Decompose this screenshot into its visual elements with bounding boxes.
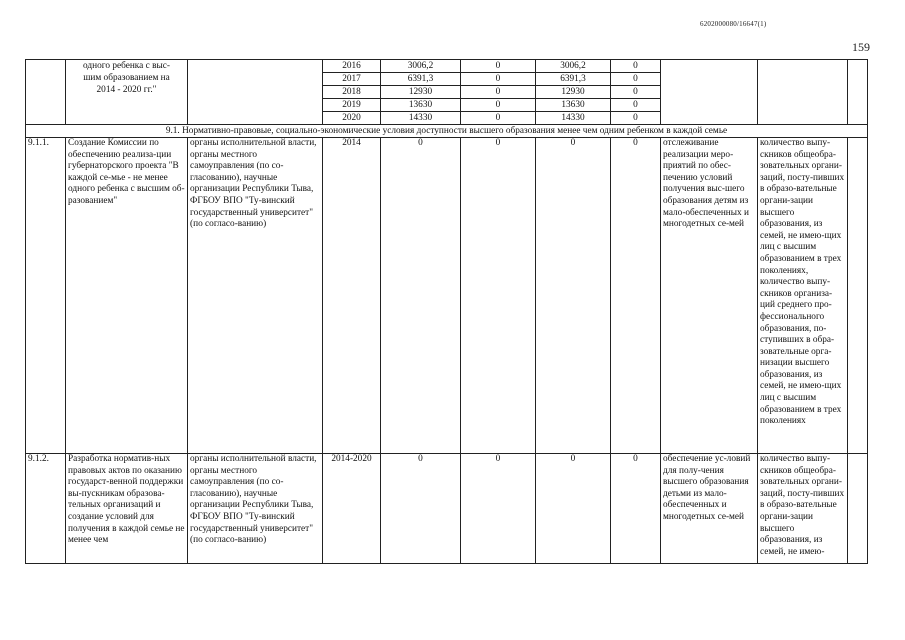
year-cell: 2016 — [323, 60, 381, 73]
federal-cell: 0 — [461, 112, 536, 125]
total-cell: 13630 — [381, 99, 461, 112]
extra-cell — [848, 60, 868, 125]
num-cell: 9.1.2. — [26, 454, 66, 564]
table-row — [26, 138, 868, 454]
total-cell: 6391,3 — [381, 73, 461, 86]
indicator-cell: количество выпу-скников общеобра-зовательных органи-заций, посту-пивших в образо-вательные органи-зации высшего образования, из семей, не имею-щих лиц с высшим образованием в трех поколениях, количество выпу-скников организа-ций среднего про-фессионального образования, по-ступивших в обра-зовательные орга-низации высшего образования, из семей, не имею-щих лиц с высшим образованием в трех поколениях — [758, 138, 848, 454]
extra-cell — [848, 138, 868, 454]
other-cell: 0 — [611, 60, 661, 73]
indicator-cell — [758, 60, 848, 125]
other-cell: 0 — [611, 73, 661, 86]
federal-cell: 0 — [461, 454, 536, 564]
total-cell: 14330 — [381, 112, 461, 125]
republic-cell: 0 — [536, 138, 611, 454]
year-cell: 2017 — [323, 73, 381, 86]
table-row — [26, 454, 868, 564]
year-cell: 2020 — [323, 112, 381, 125]
year-cell: 2019 — [323, 99, 381, 112]
page-number: 159 — [852, 40, 870, 54]
republic-cell: 0 — [536, 454, 611, 564]
federal-cell: 0 — [461, 60, 536, 73]
result-cell: обеспечение ус-ловий для полу-чения высшего образования детьми из мало-обеспеченных и многодетных се-мей — [661, 454, 758, 564]
result-cell: отслеживание реализации меро-приятий по обес-печению условий получения выс-шего образования детям из мало-обеспеченных и многодетных се-мей — [661, 138, 758, 454]
total-cell: 12930 — [381, 86, 461, 99]
indicator-cell: количество выпу-скников общеобра-зовательных органи-заций, посту-пивших в образо-вательные органи-зации высшего образования, из семей, не имею- — [758, 454, 848, 564]
other-cell: 0 — [611, 99, 661, 112]
executors-cell: органы исполнительной власти, органы местного самоуправления (по со-гласованию), научные организации Республики Тыва, ФГБОУ ВПО "Ту-винский государственный университет" (по согласо-ванию) — [188, 454, 323, 564]
other-cell: 0 — [611, 112, 661, 125]
other-cell: 0 — [611, 86, 661, 99]
federal-cell: 0 — [461, 86, 536, 99]
total-cell: 0 — [381, 138, 461, 454]
document-id: 6202000080/16647(1) — [700, 20, 767, 28]
federal-cell: 0 — [461, 138, 536, 454]
num-cell: 9.1.1. — [26, 138, 66, 454]
year-cell: 2018 — [323, 86, 381, 99]
republic-cell: 14330 — [536, 112, 611, 125]
section-row — [26, 125, 868, 138]
section-title: 9.1. Нормативно-правовые, социально-экономические условия доступности высшего образования менее чем одним ребенком в каждой семье — [26, 125, 868, 138]
executors-cell — [188, 60, 323, 125]
num-cell — [26, 60, 66, 125]
result-cell — [661, 60, 758, 125]
total-cell: 3006,2 — [381, 60, 461, 73]
federal-cell: 0 — [461, 73, 536, 86]
plan-table — [25, 59, 868, 564]
event-name-cell: Разработка норматив-ных правовых актов по оказанию государст-венной поддержки вы-пускникам образова-тельных организаций и создание условий для получения в каждой семье не менее чем — [66, 454, 188, 564]
period-cell: 2014 — [323, 138, 381, 454]
republic-cell: 13630 — [536, 99, 611, 112]
period-cell: 2014-2020 — [323, 454, 381, 564]
event-name-cell: Создание Комиссии по обеспечению реализа-ции губернаторского проекта "В каждой се-мье - не менее одного ребенка с высшим об-разованием" — [66, 138, 188, 454]
total-cell: 0 — [381, 454, 461, 564]
table-row — [26, 60, 868, 73]
other-cell: 0 — [611, 138, 661, 454]
federal-cell: 0 — [461, 99, 536, 112]
republic-cell: 12930 — [536, 86, 611, 99]
republic-cell: 6391,3 — [536, 73, 611, 86]
other-cell: 0 — [611, 454, 661, 564]
extra-cell — [848, 454, 868, 564]
republic-cell: 3006,2 — [536, 60, 611, 73]
event-name-cell: одного ребенка с выс- шим образованием на 2014 - 2020 гг." — [66, 60, 188, 125]
executors-cell: органы исполнительной власти, органы местного самоуправления (по со-гласованию), научные организации Республики Тыва, ФГБОУ ВПО "Ту-винский государственный университет" (по согласо-ванию) — [188, 138, 323, 454]
